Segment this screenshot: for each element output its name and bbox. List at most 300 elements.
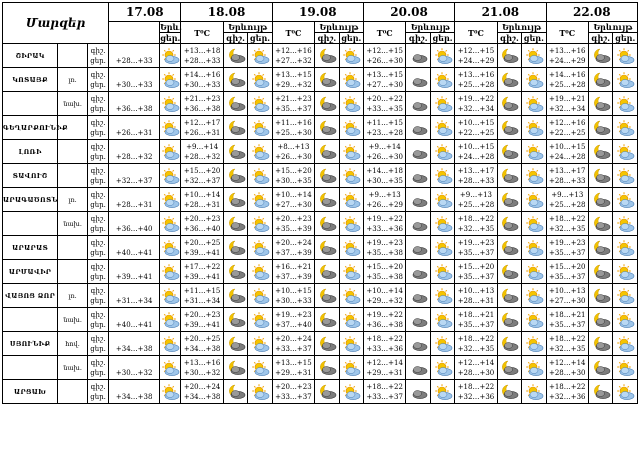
night-label: գիշ.: [90, 238, 106, 247]
temp-range: [272, 92, 314, 116]
region-row: [3, 44, 638, 68]
day-col: ցեր.: [339, 33, 363, 44]
temp-day-value: +28…+32: [183, 152, 221, 161]
sun-cloud-icon: [430, 380, 454, 404]
temp-night-value: +19…+23: [275, 310, 312, 319]
sun-cloud-icon: [248, 116, 272, 140]
sun-cloud-icon: [522, 380, 546, 404]
region-row: [3, 164, 638, 188]
temp-range: [363, 188, 405, 212]
temp-night-value: +15…+20: [457, 262, 495, 271]
moon-cloud-icon: [223, 212, 247, 236]
cloud-icon: [406, 188, 430, 212]
temp-day-value: +35…+37: [548, 248, 586, 257]
sun-cloud-icon: [339, 332, 363, 356]
temp-night-value: +14…+16: [183, 70, 221, 79]
temp-day-value: +30…+33: [275, 296, 312, 305]
moon-cloud-icon: [315, 212, 339, 236]
sun-cloud-icon: [430, 356, 454, 380]
sun-cloud-icon: [613, 116, 638, 140]
temp-day-value: +36…+40: [183, 224, 221, 233]
sun-cloud-icon: [522, 356, 546, 380]
region-name: ԱՐԱԳԱԾՈՏՆ: [3, 188, 58, 212]
temp-range: [546, 44, 588, 68]
moon-cloud-icon: [223, 44, 247, 68]
temp-night-value: +12…+14: [457, 358, 495, 367]
temp-range: [363, 332, 405, 356]
cloud-icon: [406, 356, 430, 380]
sun-cloud-icon: [248, 356, 272, 380]
day-label: ցեր.: [90, 104, 106, 113]
temp-day-value: +37…+39: [275, 248, 312, 257]
region-name: [3, 308, 58, 332]
day-label: ցեր.: [90, 56, 106, 65]
sun-cloud-icon: [522, 164, 546, 188]
moon-cloud-icon: [315, 140, 339, 164]
time-of-day: [87, 260, 108, 284]
temp-range: [363, 308, 405, 332]
temp-range: [272, 332, 314, 356]
temp-day-value: +28…+31: [457, 296, 495, 305]
moon-cloud-icon: [588, 140, 612, 164]
temp-day-value: +35…+39: [275, 224, 312, 233]
temp-range: [546, 92, 588, 116]
temp-range: [546, 212, 588, 236]
temp-day-value: +39…+41: [183, 272, 221, 281]
sun-cloud-icon: [339, 260, 363, 284]
weather-icon-17: [160, 332, 181, 356]
temp-day-value: +32…+37: [115, 176, 153, 185]
temp-17: [109, 308, 160, 332]
temp-range: [455, 260, 497, 284]
tc-header: T⁰C: [272, 22, 314, 44]
temp-night-value: +13…+15: [275, 70, 312, 79]
moon-cloud-icon: [315, 284, 339, 308]
temp-day-value: +28…+31: [183, 200, 221, 209]
events-header: Երևույթ: [223, 22, 272, 33]
region-name: [3, 356, 58, 380]
sun-cloud-icon: [522, 332, 546, 356]
temp-day-value: +26…+31: [183, 128, 221, 137]
sun-cloud-icon: [430, 164, 454, 188]
sun-cloud-icon: [339, 92, 363, 116]
temp-range: [272, 188, 314, 212]
temp-day-value: +28…+33: [183, 56, 221, 65]
sun-cloud-icon: [430, 308, 454, 332]
moon-cloud-icon: [315, 380, 339, 404]
temp-day-value: +25…+28: [548, 80, 586, 89]
temp-range: [455, 164, 497, 188]
temp-night-value: +15…+20: [366, 262, 403, 271]
temp-night-value: +19…+21: [548, 94, 586, 103]
region-name: ԼՈՌԻ: [3, 140, 58, 164]
temp-range: [363, 284, 405, 308]
sun-cloud-icon: [430, 140, 454, 164]
moon-cloud-icon: [223, 356, 247, 380]
temp-night-value: +13…+17: [548, 166, 586, 175]
temp-night-value: +21…+23: [183, 94, 221, 103]
time-of-day: [87, 44, 108, 68]
temp-night-value: +14…+18: [366, 166, 403, 175]
night-label: գիշ.: [90, 142, 106, 151]
temp-night-value: +13…+16: [548, 46, 586, 55]
temp-day-value: +22…+25: [457, 128, 495, 137]
region-row: [3, 356, 638, 380]
moon-cloud-icon: [588, 356, 612, 380]
temp-day-value: +34…+38: [183, 344, 221, 353]
time-of-day: [87, 332, 108, 356]
temp-17: [109, 140, 160, 164]
weather-icon-17: [160, 92, 181, 116]
temp-range: [181, 68, 223, 92]
moon-cloud-icon: [315, 68, 339, 92]
moon-cloud-icon: [315, 116, 339, 140]
moon-cloud-icon: [497, 116, 521, 140]
temp-range: [546, 116, 588, 140]
temp-day-value: +35…+38: [366, 272, 403, 281]
temp-night-value: +13…+16: [457, 70, 495, 79]
temp-range: [181, 92, 223, 116]
region-subzone: լռ.: [58, 188, 88, 212]
blank-cell: [109, 22, 160, 44]
night-col: գիշ.: [497, 33, 521, 44]
temp-day-value: +27…+30: [548, 296, 586, 305]
temp-night-value: +20…+25: [183, 238, 221, 247]
day-label: ցեր.: [90, 152, 106, 161]
temp-day-value: +26…+30: [275, 152, 312, 161]
temp-day-value: +33…+36: [366, 224, 403, 233]
region-subzone: [58, 140, 88, 164]
temp-night-value: +16…+21: [275, 262, 312, 271]
temp-range: [546, 260, 588, 284]
moon-cloud-icon: [223, 236, 247, 260]
temp-range: [546, 236, 588, 260]
night-label: գիշ.: [90, 70, 106, 79]
temp-day-value: +35…+37: [457, 248, 495, 257]
temp-day-value: +30…+35: [366, 176, 403, 185]
weather-icon-17: [160, 44, 181, 68]
moon-cloud-icon: [497, 44, 521, 68]
moon-cloud-icon: [223, 164, 247, 188]
temp-night-value: +19…+23: [457, 238, 495, 247]
temp-day-value: +37…+40: [275, 320, 312, 329]
temp-range: [272, 68, 314, 92]
temp-day-value: +40…+41: [115, 320, 153, 329]
region-name: ՏԱՎՈՒՇ: [3, 164, 58, 188]
temp-range: [363, 116, 405, 140]
sun-cloud-icon: [613, 188, 638, 212]
temp-17: [109, 44, 160, 68]
day-label: ցեր.: [90, 272, 106, 281]
moon-cloud-icon: [223, 308, 247, 332]
temp-day-value: +31…+34: [115, 296, 153, 305]
moon-cloud-icon: [223, 116, 247, 140]
night-col: գիշ.: [315, 33, 339, 44]
temp-day-value: +36…+38: [366, 320, 403, 329]
day-col: ցեր.: [613, 33, 638, 44]
temp-day-value: +30…+32: [115, 368, 153, 377]
temp-day-value: +23…+28: [366, 128, 403, 137]
temp-17: [109, 92, 160, 116]
temp-night-value: +18…+21: [457, 310, 495, 319]
sun-cloud-icon: [522, 188, 546, 212]
day-label: ցեր.: [90, 248, 106, 257]
sun-cloud-icon: [339, 308, 363, 332]
sun-cloud-icon: [613, 68, 638, 92]
temp-range: [272, 212, 314, 236]
moon-cloud-icon: [588, 380, 612, 404]
temp-night-value: +12…+15: [366, 46, 403, 55]
temp-day-value: +36…+38: [183, 104, 221, 113]
temp-night-value: +20…+24: [275, 238, 312, 247]
temp-day-value: +31…+34: [183, 296, 221, 305]
tc-header: T⁰C: [181, 22, 223, 44]
date-header: 20.08: [363, 3, 454, 22]
temp-day-value: +32…+34: [548, 104, 586, 113]
region-subzone: հով.: [58, 332, 88, 356]
weather-icon-17: [160, 164, 181, 188]
night-label: գիշ.: [90, 190, 106, 199]
moon-cloud-icon: [315, 236, 339, 260]
cloud-icon: [406, 68, 430, 92]
time-of-day: [87, 356, 108, 380]
date-header: 21.08: [455, 3, 546, 22]
temp-day-value: +35…+37: [457, 320, 495, 329]
region-row: [3, 92, 638, 116]
temp-range: [546, 188, 588, 212]
temp-day-value: +36…+40: [115, 224, 153, 233]
sun-cloud-icon: [248, 284, 272, 308]
sun-cloud-icon: [613, 284, 638, 308]
sun-cloud-icon: [248, 212, 272, 236]
moon-cloud-icon: [588, 284, 612, 308]
sun-cloud-icon: [248, 236, 272, 260]
region-subzone: [58, 44, 88, 68]
temp-range: [272, 284, 314, 308]
temp-day-value: +29…+32: [366, 296, 403, 305]
region-row: [3, 260, 638, 284]
night-label: գիշ.: [90, 310, 106, 319]
cloud-icon: [406, 260, 430, 284]
moon-cloud-icon: [588, 68, 612, 92]
temp-range: [546, 380, 588, 404]
temp-night-value: +9…+13: [368, 190, 401, 199]
sun-cloud-icon: [248, 164, 272, 188]
temp-range: [363, 380, 405, 404]
weather-icon-17: [160, 116, 181, 140]
temp-range: [455, 308, 497, 332]
moon-cloud-icon: [497, 236, 521, 260]
temp-day-value: +30…+33: [183, 80, 221, 89]
sun-cloud-icon: [522, 308, 546, 332]
moon-cloud-icon: [497, 380, 521, 404]
region-row: [3, 68, 638, 92]
sun-cloud-icon: [339, 188, 363, 212]
temp-night-value: +10…+15: [457, 142, 495, 151]
temp-range: [272, 380, 314, 404]
sun-cloud-icon: [613, 212, 638, 236]
temp-night-value: +19…+23: [366, 238, 403, 247]
moon-cloud-icon: [497, 140, 521, 164]
temp-night-value: +10…+14: [366, 286, 403, 295]
cloud-icon: [406, 284, 430, 308]
temp-range: [455, 140, 497, 164]
temp-day-value: +39…+41: [115, 272, 153, 281]
night-label: գիշ.: [90, 118, 106, 127]
sun-cloud-icon: [339, 356, 363, 380]
temp-night-value: +20…+23: [183, 214, 221, 223]
sun-cloud-icon: [522, 116, 546, 140]
temp-17: [109, 188, 160, 212]
temp-day-value: +24…+28: [548, 152, 586, 161]
temp-range: [272, 308, 314, 332]
temp-range: [546, 332, 588, 356]
day-col: ցեր.: [430, 33, 454, 44]
temp-day-value: +25…+28: [457, 200, 495, 209]
moon-cloud-icon: [223, 140, 247, 164]
sun-cloud-icon: [339, 212, 363, 236]
night-label: գիշ.: [90, 358, 106, 367]
sun-cloud-icon: [339, 236, 363, 260]
temp-night-value: +13…+17: [457, 166, 495, 175]
moon-cloud-icon: [497, 284, 521, 308]
region-subzone: [58, 236, 88, 260]
temp-range: [181, 164, 223, 188]
temp-night-value: +12…+16: [275, 46, 312, 55]
temp-day-value: +39…+41: [183, 248, 221, 257]
time-of-day: [87, 140, 108, 164]
temp-night-value: +18…+22: [457, 382, 495, 391]
region-row: [3, 236, 638, 260]
temp-day-value: +25…+28: [548, 200, 586, 209]
time-of-day: [87, 188, 108, 212]
sun-cloud-icon: [430, 116, 454, 140]
temp-range: [455, 380, 497, 404]
sun-cloud-icon: [522, 260, 546, 284]
temp-range: [181, 116, 223, 140]
temp-17: [109, 116, 160, 140]
region-name: ԱՐՄԱՎԻՐ: [3, 260, 58, 284]
cloud-icon: [406, 308, 430, 332]
temp-night-value: +10…+13: [457, 286, 495, 295]
moon-cloud-icon: [588, 188, 612, 212]
date-header: 18.08: [181, 3, 272, 22]
temp-night-value: +18…+22: [548, 334, 586, 343]
temp-17: [109, 284, 160, 308]
sun-cloud-icon: [613, 140, 638, 164]
sun-cloud-icon: [430, 332, 454, 356]
sun-cloud-icon: [522, 212, 546, 236]
sun-cloud-icon: [522, 236, 546, 260]
temp-range: [455, 92, 497, 116]
time-of-day: [87, 236, 108, 260]
day-label: ցեր.: [90, 224, 106, 233]
cloud-icon: [406, 236, 430, 260]
region-subzone: նախ.: [58, 212, 88, 236]
temp-night-value: +20…+24: [275, 334, 312, 343]
weather-icon-17: [160, 140, 181, 164]
sun-cloud-icon: [522, 44, 546, 68]
time-of-day: [87, 212, 108, 236]
weather-icon-17: [160, 380, 181, 404]
region-row: [3, 116, 638, 140]
moon-cloud-icon: [588, 212, 612, 236]
weather-icon-17: [160, 284, 181, 308]
sun-cloud-icon: [339, 140, 363, 164]
time-of-day: [87, 116, 108, 140]
temp-day-value: +27…+30: [275, 200, 312, 209]
temp-17: [109, 68, 160, 92]
region-subzone: [58, 164, 88, 188]
weather-icon-17: [160, 356, 181, 380]
moon-cloud-icon: [497, 92, 521, 116]
sun-cloud-icon: [613, 356, 638, 380]
temp-day-value: +28…+30: [548, 368, 586, 377]
temp-range: [455, 284, 497, 308]
sun-cloud-icon: [248, 260, 272, 284]
moon-cloud-icon: [588, 260, 612, 284]
temp-range: [272, 356, 314, 380]
temp-range: [546, 308, 588, 332]
sun-cloud-icon: [430, 44, 454, 68]
temp-night-value: +15…+20: [275, 166, 312, 175]
temp-night-value: +11…+15: [183, 286, 221, 295]
temp-day-value: +35…+37: [457, 272, 495, 281]
temp-night-value: +9…+14: [368, 142, 401, 151]
temp-night-value: +19…+22: [366, 310, 403, 319]
temp-night-value: +18…+22: [457, 214, 495, 223]
temp-range: [546, 164, 588, 188]
temp-range: [363, 164, 405, 188]
moon-cloud-icon: [315, 332, 339, 356]
day-label: ցեր.: [90, 80, 106, 89]
sun-cloud-icon: [522, 284, 546, 308]
moon-cloud-icon: [223, 260, 247, 284]
time-of-day: [87, 92, 108, 116]
sun-cloud-icon: [613, 164, 638, 188]
temp-night-value: +12…+14: [366, 358, 403, 367]
temp-night-value: +19…+22: [366, 214, 403, 223]
temp-day-value: +35…+37: [275, 104, 312, 113]
temp-night-value: +18…+22: [457, 334, 495, 343]
events-header: Երևույթ: [588, 22, 637, 33]
temp-night-value: +13…+16: [183, 358, 221, 367]
sun-cloud-icon: [339, 164, 363, 188]
temp-range: [455, 332, 497, 356]
temp-day-value: +33…+36: [366, 344, 403, 353]
temp-range: [363, 140, 405, 164]
tc-header: T⁰C: [363, 22, 405, 44]
temp-range: [455, 356, 497, 380]
region-row: [3, 140, 638, 164]
temp-range: [546, 356, 588, 380]
sun-cloud-icon: [339, 380, 363, 404]
weather-icon-17: [160, 188, 181, 212]
temp-day-value: +28…+31: [115, 200, 153, 209]
region-subzone: նախ.: [58, 356, 88, 380]
temp-day-value: +32…+35: [457, 224, 495, 233]
night-label: գիշ.: [90, 334, 106, 343]
temp-day-value: +32…+35: [548, 344, 586, 353]
sun-cloud-icon: [248, 68, 272, 92]
day-label: ցեր.: [90, 128, 106, 137]
moon-cloud-icon: [497, 308, 521, 332]
region-name: [3, 212, 58, 236]
time-of-day: [87, 284, 108, 308]
cloud-icon: [406, 332, 430, 356]
temp-day-value: +29…+32: [275, 80, 312, 89]
region-name: ՇԻՐԱԿ: [3, 44, 58, 68]
